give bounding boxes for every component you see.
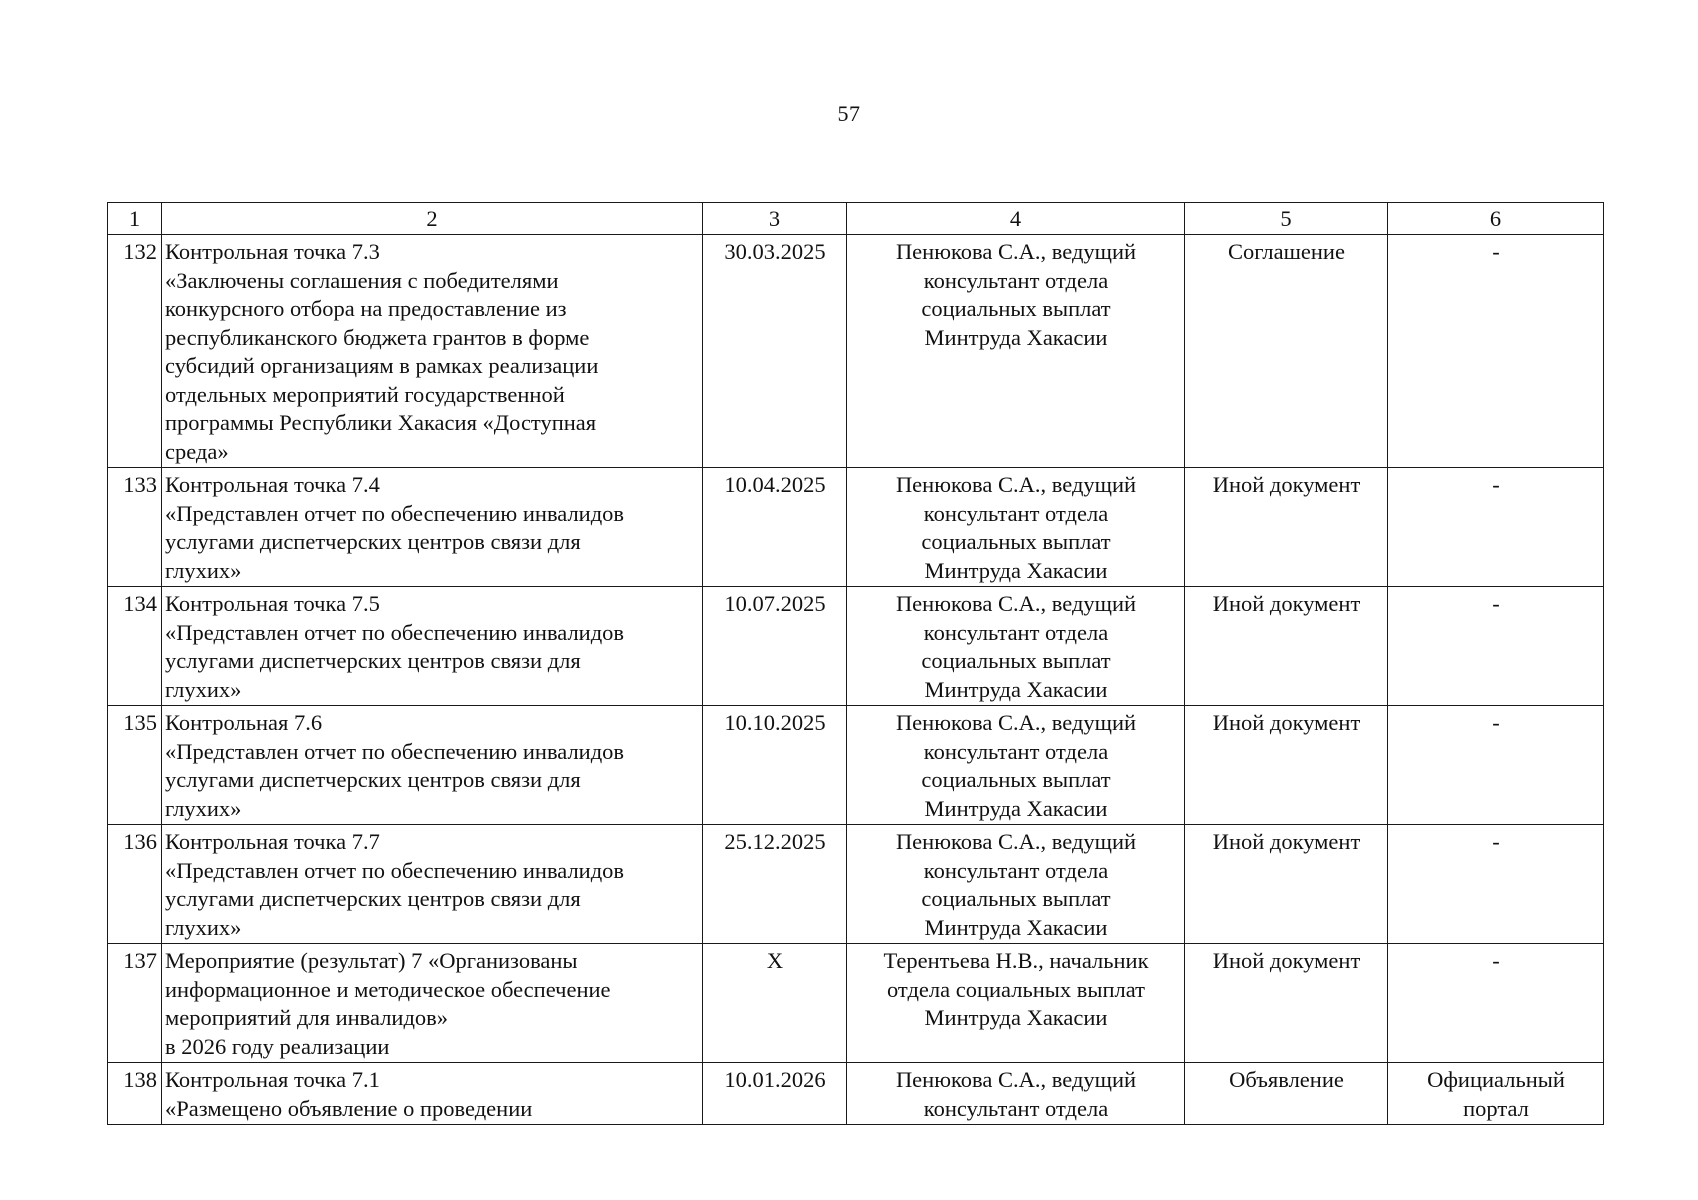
header-col-1: 1 bbox=[108, 203, 162, 235]
document-type-cell: Объявление bbox=[1185, 1063, 1388, 1125]
cell-line: социальных выплат bbox=[921, 529, 1111, 554]
responsible-cell bbox=[847, 235, 1185, 468]
cell-line: Контрольная точка 7.4 bbox=[165, 472, 380, 497]
cell-line: «Представлен отчет по обеспечению инвалидов bbox=[165, 857, 625, 883]
cell-line: Мероприятие (результат) 7 «Организованы bbox=[165, 948, 578, 973]
responsible-cell bbox=[847, 706, 1185, 825]
information-system-cell: - bbox=[1388, 468, 1604, 587]
responsible-cell bbox=[847, 468, 1185, 587]
document-type-cell: Иной документ bbox=[1185, 706, 1388, 825]
table-row bbox=[108, 587, 1604, 706]
information-system-cell: - bbox=[1388, 706, 1604, 825]
date-cell: 10.07.2025 bbox=[703, 587, 847, 706]
date-cell: 30.03.2025 bbox=[703, 235, 847, 468]
cell-line: глухих» bbox=[165, 557, 242, 583]
cell-line: Пенюкова С.А., ведущий bbox=[895, 1067, 1137, 1092]
date-cell: 10.04.2025 bbox=[703, 468, 847, 587]
information-system-cell: - bbox=[1388, 235, 1604, 468]
cell-line: консультант отдела bbox=[923, 619, 1109, 645]
cell-line: консультант отдела bbox=[923, 857, 1109, 883]
cell-line: глухих» bbox=[165, 795, 242, 821]
table-row bbox=[108, 1063, 1604, 1125]
cell-line: Контрольная точка 7.3 bbox=[165, 239, 380, 264]
document-type-cell: Соглашение bbox=[1185, 235, 1388, 468]
information-system-cell: - bbox=[1388, 587, 1604, 706]
table-body bbox=[108, 235, 1604, 1125]
responsible-cell bbox=[847, 825, 1185, 944]
cell-line: Минтруда Хакасии bbox=[924, 676, 1108, 702]
row-number-cell: 134 bbox=[108, 587, 162, 706]
table-row bbox=[108, 706, 1604, 825]
row-number-cell: 133 bbox=[108, 468, 162, 587]
responsible-cell bbox=[847, 587, 1185, 706]
cell-line: Пенюкова С.А., ведущий bbox=[895, 710, 1137, 735]
cell-line: глухих» bbox=[165, 676, 242, 702]
row-number-cell: 136 bbox=[108, 825, 162, 944]
table-row bbox=[108, 825, 1604, 944]
cell-line: Пенюкова С.А., ведущий bbox=[895, 472, 1137, 497]
information-system-cell bbox=[1388, 1063, 1604, 1125]
date-cell: X bbox=[703, 944, 847, 1063]
cell-line: Контрольная 7.6 bbox=[165, 710, 323, 735]
document-type-cell: Иной документ bbox=[1185, 944, 1388, 1063]
cell-line: Минтруда Хакасии bbox=[924, 914, 1108, 940]
cell-line: услугами диспетчерских центров связи для bbox=[165, 767, 581, 792]
cell-line: социальных выплат bbox=[921, 648, 1111, 673]
information-system-cell: - bbox=[1388, 825, 1604, 944]
date-cell: 10.01.2026 bbox=[703, 1063, 847, 1125]
header-row bbox=[108, 203, 1604, 235]
date-cell: 10.10.2025 bbox=[703, 706, 847, 825]
cell-line: «Размещено объявление о проведении bbox=[165, 1095, 533, 1121]
cell-line: услугами диспетчерских центров связи для bbox=[165, 886, 581, 911]
control-points-table bbox=[107, 202, 1604, 1125]
cell-line: программы Республики Хакасия «Доступная bbox=[165, 410, 597, 435]
description-cell bbox=[162, 468, 703, 587]
information-system-cell: - bbox=[1388, 944, 1604, 1063]
header-col-4: 4 bbox=[847, 203, 1185, 235]
table-row bbox=[108, 468, 1604, 587]
cell-line: субсидий организациям в рамках реализации bbox=[165, 353, 599, 378]
cell-line: портал bbox=[1463, 1095, 1529, 1121]
page-number: 57 bbox=[837, 101, 861, 126]
cell-line: консультант отдела bbox=[923, 738, 1109, 764]
cell-line: Минтруда Хакасии bbox=[924, 1005, 1108, 1030]
description-cell bbox=[162, 825, 703, 944]
cell-line: услугами диспетчерских центров связи для bbox=[165, 648, 581, 673]
cell-line: Контрольная точка 7.5 bbox=[165, 591, 380, 616]
cell-line: Контрольная точка 7.1 bbox=[165, 1067, 380, 1092]
cell-line: консультант отдела bbox=[923, 267, 1109, 293]
cell-line: «Представлен отчет по обеспечению инвалидов bbox=[165, 500, 625, 526]
cell-line: Пенюкова С.А., ведущий bbox=[895, 829, 1137, 854]
cell-line: среда» bbox=[165, 438, 229, 464]
description-cell bbox=[162, 1063, 703, 1125]
cell-line: Официальный bbox=[1427, 1067, 1565, 1092]
cell-line: Контрольная точка 7.7 bbox=[165, 829, 380, 854]
cell-line: Пенюкова С.А., ведущий bbox=[895, 591, 1137, 616]
date-cell: 25.12.2025 bbox=[703, 825, 847, 944]
row-number-cell: 138 bbox=[108, 1063, 162, 1125]
cell-line: отдела социальных выплат bbox=[886, 976, 1146, 1002]
document-type-cell: Иной документ bbox=[1185, 825, 1388, 944]
header-col-3: 3 bbox=[703, 203, 847, 235]
responsible-cell bbox=[847, 1063, 1185, 1125]
header-col-6: 6 bbox=[1388, 203, 1604, 235]
cell-line: социальных выплат bbox=[921, 767, 1111, 792]
description-cell bbox=[162, 706, 703, 825]
cell-line: глухих» bbox=[165, 914, 242, 940]
cell-line: Терентьева Н.В., начальник bbox=[883, 948, 1149, 973]
description-cell bbox=[162, 587, 703, 706]
header-col-2: 2 bbox=[162, 203, 703, 235]
cell-line: социальных выплат bbox=[921, 296, 1111, 321]
cell-line: Пенюкова С.А., ведущий bbox=[895, 239, 1137, 264]
header-col-5: 5 bbox=[1185, 203, 1388, 235]
description-cell bbox=[162, 235, 703, 468]
cell-line: Минтруда Хакасии bbox=[924, 795, 1108, 821]
cell-line: консультант отдела bbox=[923, 500, 1109, 526]
cell-line: консультант отдела bbox=[923, 1095, 1109, 1121]
cell-line: в 2026 году реализации bbox=[165, 1033, 390, 1059]
cell-line: мероприятий для инвалидов» bbox=[165, 1005, 449, 1030]
row-number-cell: 132 bbox=[108, 235, 162, 468]
cell-line: «Представлен отчет по обеспечению инвалидов bbox=[165, 619, 625, 645]
cell-line: отдельных мероприятий государственной bbox=[165, 381, 565, 407]
row-number-cell: 135 bbox=[108, 706, 162, 825]
cell-line: «Заключены соглашения с победителями bbox=[165, 267, 559, 293]
cell-line: Минтруда Хакасии bbox=[924, 324, 1108, 350]
document-type-cell: Иной документ bbox=[1185, 587, 1388, 706]
cell-line: услугами диспетчерских центров связи для bbox=[165, 529, 581, 554]
document-type-cell: Иной документ bbox=[1185, 468, 1388, 587]
cell-line: «Представлен отчет по обеспечению инвалидов bbox=[165, 738, 625, 764]
description-cell bbox=[162, 944, 703, 1063]
cell-line: Минтруда Хакасии bbox=[924, 557, 1108, 583]
cell-line: республиканского бюджета грантов в форме bbox=[165, 324, 590, 350]
row-number-cell: 137 bbox=[108, 944, 162, 1063]
cell-line: информационное и методическое обеспечение bbox=[165, 976, 611, 1002]
table-row bbox=[108, 944, 1604, 1063]
table-row bbox=[108, 235, 1604, 468]
cell-line: социальных выплат bbox=[921, 886, 1111, 911]
cell-line: конкурсного отбора на предоставление из bbox=[165, 296, 567, 321]
responsible-cell bbox=[847, 944, 1185, 1063]
